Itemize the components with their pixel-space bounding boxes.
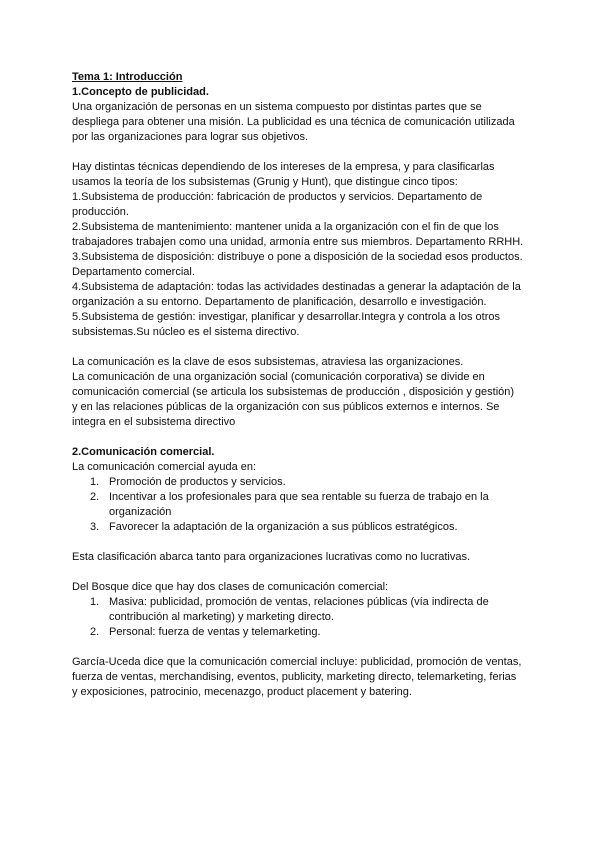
bosque-lead: Del Bosque dice que hay dos clases de comunicación comercial: (72, 581, 389, 593)
text-line: 2.Subsistema de mantenimiento: mantener unida a la organización con el fin de que los (72, 221, 499, 233)
section2-heading: 2.Comunicación comercial. (72, 446, 215, 458)
text-line: usamos la teoría de los subsistemas (Grunig y Hunt), que distingue cinco tipos: (72, 176, 458, 188)
document-title: Tema 1: Introducción (72, 71, 183, 83)
helps-list (72, 475, 530, 535)
list-item (72, 490, 530, 520)
list-number: 1. (90, 476, 100, 488)
text-line: Hay distintas técnicas dependiendo de los intereses de la empresa, y para clasificarlas (72, 161, 495, 173)
list-number: 3. (90, 521, 100, 533)
text-line: producción. (72, 206, 129, 218)
classification-text: Esta clasificación abarca tanto para organizaciones lucrativas como no lucrativas. (72, 551, 471, 563)
list-text: Promoción de productos y servicios. (109, 476, 286, 488)
text-line: 1.Subsistema de producción: fabricación de productos y servicios. Departamento de (72, 191, 483, 203)
text-line: García-Uceda dice que la comunicación comercial incluye: publicidad, promoción de ventas, (72, 656, 522, 668)
text-line: subsistemas.Su núcleo es el sistema directivo. (72, 326, 300, 338)
text-line: integra en el subsistema directivo (72, 416, 236, 428)
text-line: La comunicación de una organización social (comunicación corporativa) se divide en (72, 371, 485, 383)
section1-heading: 1.Concepto de publicidad. (72, 86, 209, 98)
communication-paragraph (72, 355, 530, 430)
list-item (72, 475, 530, 490)
list-text: organización (109, 506, 172, 518)
list-item (72, 625, 530, 640)
text-line: por las organizaciones para lograr sus objetivos. (72, 131, 309, 143)
intro-paragraph (72, 100, 530, 145)
list-text: contribución al marketing) y marketing directo. (109, 611, 334, 623)
text-line: La comunicación es la clave de esos subsistemas, atraviesa las organizaciones. (72, 356, 464, 368)
text-line: 3.Subsistema de disposición: distribuye o pone a disposición de la sociedad esos productos. (72, 251, 523, 263)
text-line: y exposiciones, patrocinio, mecenazgo, product placement y batering. (72, 686, 412, 698)
text-line: Una organización de personas en un sistema compuesto por distintas partes que se (72, 101, 482, 113)
list-number: 2. (90, 626, 100, 638)
subsystems-paragraph (72, 160, 530, 340)
helps-lead: La comunicación comercial ayuda en: (72, 461, 257, 473)
text-line: trabajadores trabajen como una unidad, armonía entre sus miembros. Departamento RRHH. (72, 236, 524, 248)
text-line: Departamento comercial. (72, 266, 195, 278)
list-item (72, 520, 530, 535)
text-line: comunicación comercial (se articula los subsistemas de producción , disposición y gestión) (72, 386, 515, 398)
text-line: despliega para obtener una misión. La publicidad es una técnica de comunicación utilizada (72, 116, 515, 128)
list-text: Masiva: publicidad, promoción de ventas, relaciones públicas (vía indirecta de (109, 596, 489, 608)
bosque-list (72, 595, 530, 640)
text-line: 4.Subsistema de adaptación: todas las actividades destinadas a generar la adaptación de la (72, 281, 521, 293)
list-text: Incentivar a los profesionales para que sea rentable su fuerza de trabajo en la (109, 491, 489, 503)
list-text: Favorecer la adaptación de la organización a sus públicos estratégicos. (109, 521, 458, 533)
list-number: 1. (90, 596, 100, 608)
text-line: y en las relaciones públicas de la organización con sus públicos externos e internos. Se (72, 401, 500, 413)
text-line: 5.Subsistema de gestión: investigar, planificar y desarrollar.Integra y controla a los otros (72, 311, 501, 323)
list-number: 2. (90, 491, 100, 503)
list-text: Personal: fuerza de ventas y telemarketing. (109, 626, 321, 638)
text-line: fuerza de ventas, merchandising, eventos, publicity, marketing directo, telemarketing, ferias (72, 671, 517, 683)
garcia-paragraph (72, 655, 530, 700)
text-line: organización a su entorno. Departamento de planificación, desarrollo e investigación. (72, 296, 487, 308)
list-item (72, 595, 530, 625)
